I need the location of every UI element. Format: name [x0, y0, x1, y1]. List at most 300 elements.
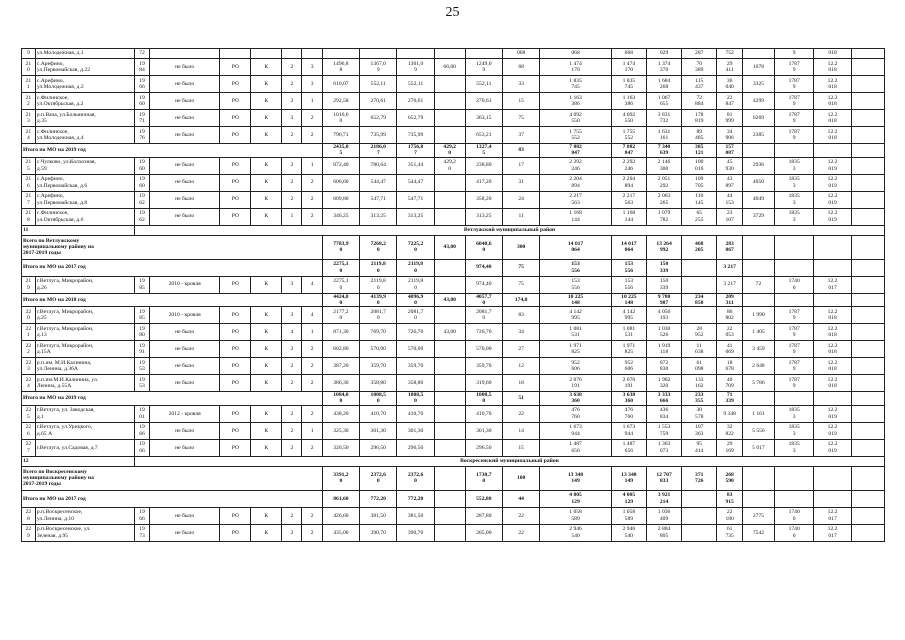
table-cell: 83 915 — [717, 490, 743, 507]
table-cell: 19 62 — [135, 191, 150, 208]
table-cell: 301,30 — [465, 422, 502, 439]
table-cell: 1 684 268 — [646, 76, 681, 93]
table-cell: 435,00 — [322, 524, 359, 541]
table-cell: 1730,7 0 — [465, 466, 502, 490]
table-cell: 1301,0 9 — [397, 59, 434, 76]
table-cell — [851, 191, 884, 208]
table-cell: 44 153 — [717, 191, 743, 208]
table-cell: 19 80 — [135, 324, 150, 341]
table-cell: 12.2 019 — [814, 174, 851, 191]
table-cell: р.п.им.М.И.Калинина, ул. Ленина, д.55А — [35, 375, 134, 392]
table-cell: 12.2 018 — [814, 127, 851, 144]
table-cell: 2372,6 0 — [360, 466, 397, 490]
table-cell: 12 707 833 — [646, 466, 681, 490]
table-cell: не было — [149, 439, 219, 456]
table-cell: К — [251, 341, 282, 358]
table-cell: 17 — [502, 157, 539, 174]
table-cell: 871,30 — [322, 324, 359, 341]
table-cell: Итого по МО на 2017 год — [22, 490, 323, 507]
table-cell: 19 71 — [135, 110, 150, 127]
table-cell: не было — [149, 157, 219, 174]
table-cell: 2 292 246 — [540, 157, 611, 174]
table-cell — [682, 490, 717, 507]
table-cell: 2119,8 0 — [397, 276, 434, 293]
table-cell: 22 3 — [22, 358, 36, 375]
table-cell — [851, 49, 884, 59]
table-cell: 21 7 — [22, 191, 36, 208]
table-cell: 772,20 — [397, 490, 434, 507]
table-cell: 2275,1 0 — [322, 259, 359, 276]
table-cell — [774, 490, 813, 507]
table-cell: 1 971 825 — [540, 341, 611, 358]
table-cell: 351,44 — [397, 157, 434, 174]
table-cell: 313,25 — [465, 208, 502, 225]
table-cell: 2 946 540 — [540, 524, 611, 541]
table-cell: 153 556 — [540, 276, 611, 293]
table-row — [22, 341, 885, 358]
table-cell: 75 — [502, 110, 539, 127]
table-row — [22, 358, 885, 375]
table-cell: 15 — [502, 439, 539, 456]
table-cell: 22 — [502, 405, 539, 422]
table-cell — [774, 392, 813, 406]
table-cell — [434, 110, 465, 127]
table-cell: 71 339 — [717, 392, 743, 406]
table-cell: 426,60 — [322, 507, 359, 524]
table-cell: 438,20 — [322, 405, 359, 422]
table-cell: 1787 9 — [774, 324, 813, 341]
table-cell — [851, 174, 884, 191]
table-cell: 22 847 — [717, 93, 743, 110]
table-cell: 381,50 — [397, 507, 434, 524]
table-cell: 386,30 — [322, 375, 359, 392]
table-cell — [814, 490, 851, 507]
table-cell: 363,15 — [465, 110, 502, 127]
table-cell — [360, 49, 397, 59]
table-cell: 22 2 — [22, 341, 36, 358]
subtotal-row — [22, 235, 885, 259]
table-cell: 72 884 — [682, 93, 717, 110]
table-cell: 1756,8 7 — [397, 144, 434, 158]
table-cell: 1008,5 0 — [397, 392, 434, 406]
table-cell: 12 — [502, 358, 539, 375]
table-cell: 2275,1 0 — [322, 276, 359, 293]
table-cell: 4424,8 0 — [322, 293, 359, 307]
table-cell: 81 999 — [717, 110, 743, 127]
table-cell: 12.2 018 — [814, 59, 851, 76]
table-cell: 22 4 — [22, 375, 36, 392]
table-cell: 1 079 782 — [646, 208, 681, 225]
table-cell: 3 921 214 — [646, 490, 681, 507]
table-cell: 21 3 — [22, 110, 36, 127]
table-cell: 4 142 995 — [540, 307, 611, 324]
table-cell: 2 — [282, 358, 302, 375]
table-cell: 83 — [502, 307, 539, 324]
table-cell — [851, 507, 884, 524]
table-cell: 209 311 — [717, 293, 743, 307]
table-cell: РО — [220, 341, 251, 358]
table-cell: 2 — [302, 439, 322, 456]
table-cell: 2 146 300 — [646, 157, 681, 174]
table-cell: 270,61 — [397, 93, 434, 110]
table-cell: 296,50 — [397, 439, 434, 456]
table-cell: 974,40 — [465, 276, 502, 293]
table-cell: 325,30 — [322, 422, 359, 439]
table-cell: РО — [220, 110, 251, 127]
table-cell: 27 — [502, 341, 539, 358]
table-cell: 268 590 — [717, 466, 743, 490]
table-cell: 974,40 — [465, 259, 502, 276]
table-cell: 4057,7 0 — [465, 293, 502, 307]
table-cell: 4 142 995 — [611, 307, 646, 324]
table-cell: с.Арефино, ул.Первомайская, д.6 — [35, 174, 134, 191]
table-cell: 3 217 — [717, 276, 743, 293]
table-cell: 3 638 360 — [540, 392, 611, 406]
table-cell: 21 4 — [22, 127, 36, 144]
table-row — [22, 93, 885, 110]
table-cell — [682, 507, 717, 524]
table-cell — [851, 405, 884, 422]
table-cell: 22 053 — [717, 324, 743, 341]
table-cell: 13 348 149 — [540, 466, 611, 490]
table-cell: не было — [149, 110, 219, 127]
table-cell: 3325 — [742, 76, 774, 93]
table-cell: 12.2 018 — [814, 358, 851, 375]
table-cell — [814, 293, 851, 307]
table-cell: 75 — [502, 276, 539, 293]
table-cell — [434, 392, 465, 406]
table-cell: 12.2 018 — [814, 110, 851, 127]
table-cell: 387,20 — [322, 358, 359, 375]
table-cell: 1 — [302, 93, 322, 110]
table-cell — [251, 49, 282, 59]
table-cell: 1835 3 — [774, 191, 813, 208]
table-cell: 12.2 017 — [814, 507, 851, 524]
table-cell: 1084,0 0 — [322, 392, 359, 406]
table-cell: р.п.Вача, ул.Больничная, д.35 — [35, 110, 134, 127]
table-cell: Итого по МО на 2019 год — [22, 144, 323, 158]
table-cell: 1 755 552 — [611, 127, 646, 144]
table-cell — [434, 49, 465, 59]
table-cell: 109 705 — [682, 174, 717, 191]
table-cell: 234 850 — [682, 293, 717, 307]
table-cell: 150 339 — [646, 259, 681, 276]
table-cell: 1835 3 — [774, 208, 813, 225]
table-cell — [434, 76, 465, 93]
table-cell: 75 — [502, 259, 539, 276]
table-cell: 7783,9 0 — [322, 235, 359, 259]
table-cell: 43,00 — [434, 235, 465, 259]
region-header-row — [22, 456, 885, 466]
table-cell: 9 — [774, 49, 813, 59]
table-cell: 153 556 — [540, 259, 611, 276]
table-cell: 2 648 — [742, 358, 774, 375]
table-cell: 12.2 018 — [814, 341, 851, 358]
table-cell: 872,40 — [322, 157, 359, 174]
table-cell: 552,11 — [360, 76, 397, 93]
table-cell — [742, 144, 774, 158]
table-cell — [851, 524, 884, 541]
table-cell: 1 631 161 — [646, 127, 681, 144]
table-cell: 4050 — [742, 174, 774, 191]
table-cell: 21 9 — [22, 276, 36, 293]
table-cell: 45 930 — [717, 157, 743, 174]
table-cell: 3 217 — [717, 259, 743, 276]
table-cell: 13 264 992 — [646, 235, 681, 259]
table-cell: 2081,7 0 — [465, 307, 502, 324]
table-cell: 018 — [814, 49, 851, 59]
table-cell: 1249,0 9 — [465, 59, 502, 76]
table-cell: 358,80 — [360, 375, 397, 392]
table-cell: 19 62 — [135, 208, 150, 225]
table-cell: РО — [220, 276, 251, 293]
table-cell: 110 145 — [682, 191, 717, 208]
table-cell: 610,07 — [322, 76, 359, 93]
table-cell: 547,71 — [360, 191, 397, 208]
table-cell: 436 834 — [646, 405, 681, 422]
table-cell: 2 292 246 — [611, 157, 646, 174]
table-cell: 28 952 — [682, 324, 717, 341]
table-cell: 410,70 — [360, 405, 397, 422]
table-cell: 178 819 — [682, 110, 717, 127]
table-cell: 21 5 — [22, 157, 36, 174]
table-cell: К — [251, 405, 282, 422]
table-cell: 29 411 — [717, 59, 743, 76]
table-cell: 287,80 — [465, 507, 502, 524]
table-cell — [851, 235, 884, 259]
table-cell: 12.2 018 — [814, 76, 851, 93]
table-row — [22, 59, 885, 76]
table-cell: 283 867 — [717, 235, 743, 259]
table-cell: 14 017 064 — [611, 235, 646, 259]
table-cell: 1496,8 8 — [322, 59, 359, 76]
program-table — [21, 48, 885, 542]
table-cell: 390,70 — [360, 524, 397, 541]
subtotal-row — [22, 466, 885, 490]
table-cell: 735,99 — [397, 127, 434, 144]
table-cell: 100 — [502, 466, 539, 490]
table-cell: 1 990 — [742, 307, 774, 324]
table-cell: 1008,5 0 — [360, 392, 397, 406]
table-cell: г.Ветлуга, ул. Заводская, д.1 — [35, 405, 134, 422]
table-cell: 19 66 — [135, 76, 150, 93]
table-cell: 22 0 — [22, 307, 36, 324]
table-row — [22, 405, 885, 422]
table-cell: 19 85 — [135, 307, 150, 324]
table-cell: 313,25 — [397, 208, 434, 225]
table-cell: с.Филинское, ул.Октябрьская, д.6 — [35, 208, 134, 225]
table-cell: 2 217 563 — [611, 191, 646, 208]
table-cell: 952 606 — [611, 358, 646, 375]
table-row — [22, 439, 885, 456]
table-cell: 300 — [502, 235, 539, 259]
table-cell: 4049 — [742, 191, 774, 208]
table-cell: 12.2 019 — [814, 208, 851, 225]
table-cell: 1787 9 — [774, 341, 813, 358]
table-cell: 320,50 — [322, 439, 359, 456]
table-cell — [282, 49, 302, 59]
table-cell: 1008,5 0 — [465, 392, 502, 406]
table-cell: 19 60 — [135, 174, 150, 191]
table-cell: 18 — [502, 375, 539, 392]
table-cell: 769,70 — [360, 324, 397, 341]
subtotal-row — [22, 490, 885, 507]
table-cell: 4 092 550 — [540, 110, 611, 127]
table-cell: 4096,9 0 — [397, 293, 434, 307]
table-cell: 429,2 0 — [434, 157, 465, 174]
table-cell: 22 8 — [22, 507, 36, 524]
table-cell: К — [251, 191, 282, 208]
table-cell: 1 081 531 — [540, 324, 611, 341]
table-cell: 1 168 144 — [540, 208, 611, 225]
table-cell: 10 225 148 — [540, 293, 611, 307]
table-cell: РО — [220, 524, 251, 541]
table-cell: 3 — [282, 307, 302, 324]
table-cell: 238,80 — [465, 157, 502, 174]
table-cell: 12.2 019 — [814, 439, 851, 456]
table-cell: 602,80 — [322, 341, 359, 358]
table-cell: 265,00 — [465, 524, 502, 541]
table-row — [22, 524, 885, 541]
table-cell — [434, 422, 465, 439]
table-cell: 157 087 — [717, 144, 743, 158]
table-cell: 22 5 — [22, 405, 36, 422]
table-cell: 2 — [302, 208, 322, 225]
table-cell: 1740 0 — [774, 507, 813, 524]
table-cell: 1835 3 — [774, 174, 813, 191]
table-cell: 3 — [302, 59, 322, 76]
table-cell: 21 0 — [22, 59, 36, 76]
table-cell: К — [251, 324, 282, 341]
table-cell: 43,00 — [434, 324, 465, 341]
table-cell: К — [251, 59, 282, 76]
table-cell — [434, 466, 465, 490]
table-cell: 3 459 — [742, 341, 774, 358]
table-cell: РО — [220, 93, 251, 110]
table-cell: РО — [220, 59, 251, 76]
table-cell — [774, 293, 813, 307]
table-cell: р.п.им. М.И.Калинина, ул.Ленина, д.36А — [35, 358, 134, 375]
table-cell — [814, 144, 851, 158]
table-cell: РО — [220, 307, 251, 324]
table-cell: 652,79 — [360, 110, 397, 127]
table-cell: 22 180 — [717, 507, 743, 524]
table-cell: 1787 9 — [774, 307, 813, 324]
table-cell: 107 363 — [682, 422, 717, 439]
table-row — [22, 157, 885, 174]
table-cell: 544,47 — [397, 174, 434, 191]
table-row — [22, 127, 885, 144]
table-cell: 1016,6 0 — [322, 110, 359, 127]
table-row — [22, 49, 885, 59]
table-cell: 3 — [302, 76, 322, 93]
table-cell: 11 638 — [682, 341, 717, 358]
table-cell: 270,61 — [465, 93, 502, 110]
table-cell: Ветлужский муниципальный район — [135, 225, 885, 235]
table-cell: 2 — [282, 76, 302, 93]
table-cell: 19 60 — [135, 157, 150, 174]
table-cell: 153 556 — [611, 276, 646, 293]
table-cell: 1787 9 — [774, 358, 813, 375]
table-cell: 5 017 — [742, 439, 774, 456]
table-cell: РО — [220, 324, 251, 341]
table-cell — [851, 259, 884, 276]
table-cell: 570,00 — [360, 341, 397, 358]
table-cell: 4 005 129 — [540, 490, 611, 507]
table-row — [22, 76, 885, 93]
table-cell: 552,80 — [465, 490, 502, 507]
table-cell: РО — [220, 439, 251, 456]
table-cell: РО — [220, 507, 251, 524]
table-cell: Итого по МО на 2017 год — [22, 259, 323, 276]
table-cell: 652,79 — [397, 110, 434, 127]
table-cell: не было — [149, 375, 219, 392]
table-cell: 37 — [502, 127, 539, 144]
table-cell: 21 2 — [22, 93, 36, 110]
table-cell: 301,30 — [360, 422, 397, 439]
table-cell: 653,21 — [465, 127, 502, 144]
table-cell: не было — [149, 127, 219, 144]
table-cell: 40 709 — [717, 375, 743, 392]
table-cell: 1 067 655 — [646, 93, 681, 110]
table-cell: 2119,8 0 — [397, 259, 434, 276]
subtotal-row — [22, 293, 885, 307]
table-cell: 43 897 — [717, 174, 743, 191]
table-cell: не было — [149, 507, 219, 524]
table-cell: 41 069 — [717, 341, 743, 358]
table-cell — [851, 307, 884, 324]
table-cell: 1 168 144 — [611, 208, 646, 225]
table-cell: 2 — [302, 375, 322, 392]
table-cell: 1 081 531 — [611, 324, 646, 341]
table-cell: К — [251, 93, 282, 110]
table-cell: 1 673 944 — [611, 422, 646, 439]
table-cell: 2 — [302, 405, 322, 422]
table-cell: 2435,0 5 — [322, 144, 359, 158]
table-cell: 2 217 563 — [540, 191, 611, 208]
table-row — [22, 422, 885, 439]
table-row — [22, 507, 885, 524]
table-cell: К — [251, 174, 282, 191]
table-cell — [851, 157, 884, 174]
table-cell — [814, 392, 851, 406]
table-cell: 68 — [502, 59, 539, 76]
table-row — [22, 110, 885, 127]
table-cell: 2 — [282, 127, 302, 144]
table-cell: 1 363 073 — [646, 439, 681, 456]
table-cell: 7 340 639 — [646, 144, 681, 158]
table-cell: 2 — [302, 524, 322, 541]
table-cell: 7 882 847 — [611, 144, 646, 158]
table-cell — [434, 358, 465, 375]
table-cell: р.п.Воскресенское, ул. Зеленая, д.95 — [35, 524, 134, 541]
table-cell: 9 780 987 — [646, 293, 681, 307]
table-cell: 2 — [282, 59, 302, 76]
table-cell: 359,70 — [360, 358, 397, 375]
table-cell: 1 — [302, 422, 322, 439]
table-cell: 2 — [282, 93, 302, 110]
table-cell — [302, 49, 322, 59]
table-cell: РО — [220, 375, 251, 392]
table-cell: 346,25 — [322, 208, 359, 225]
table-cell: 2775 — [742, 507, 774, 524]
table-cell: 1367,0 9 — [360, 59, 397, 76]
table-cell: 547,71 — [397, 191, 434, 208]
table-cell — [742, 293, 774, 307]
table-cell: 6040,6 0 — [465, 235, 502, 259]
table-cell: 22 9 — [22, 524, 36, 541]
table-cell: РО — [220, 358, 251, 375]
